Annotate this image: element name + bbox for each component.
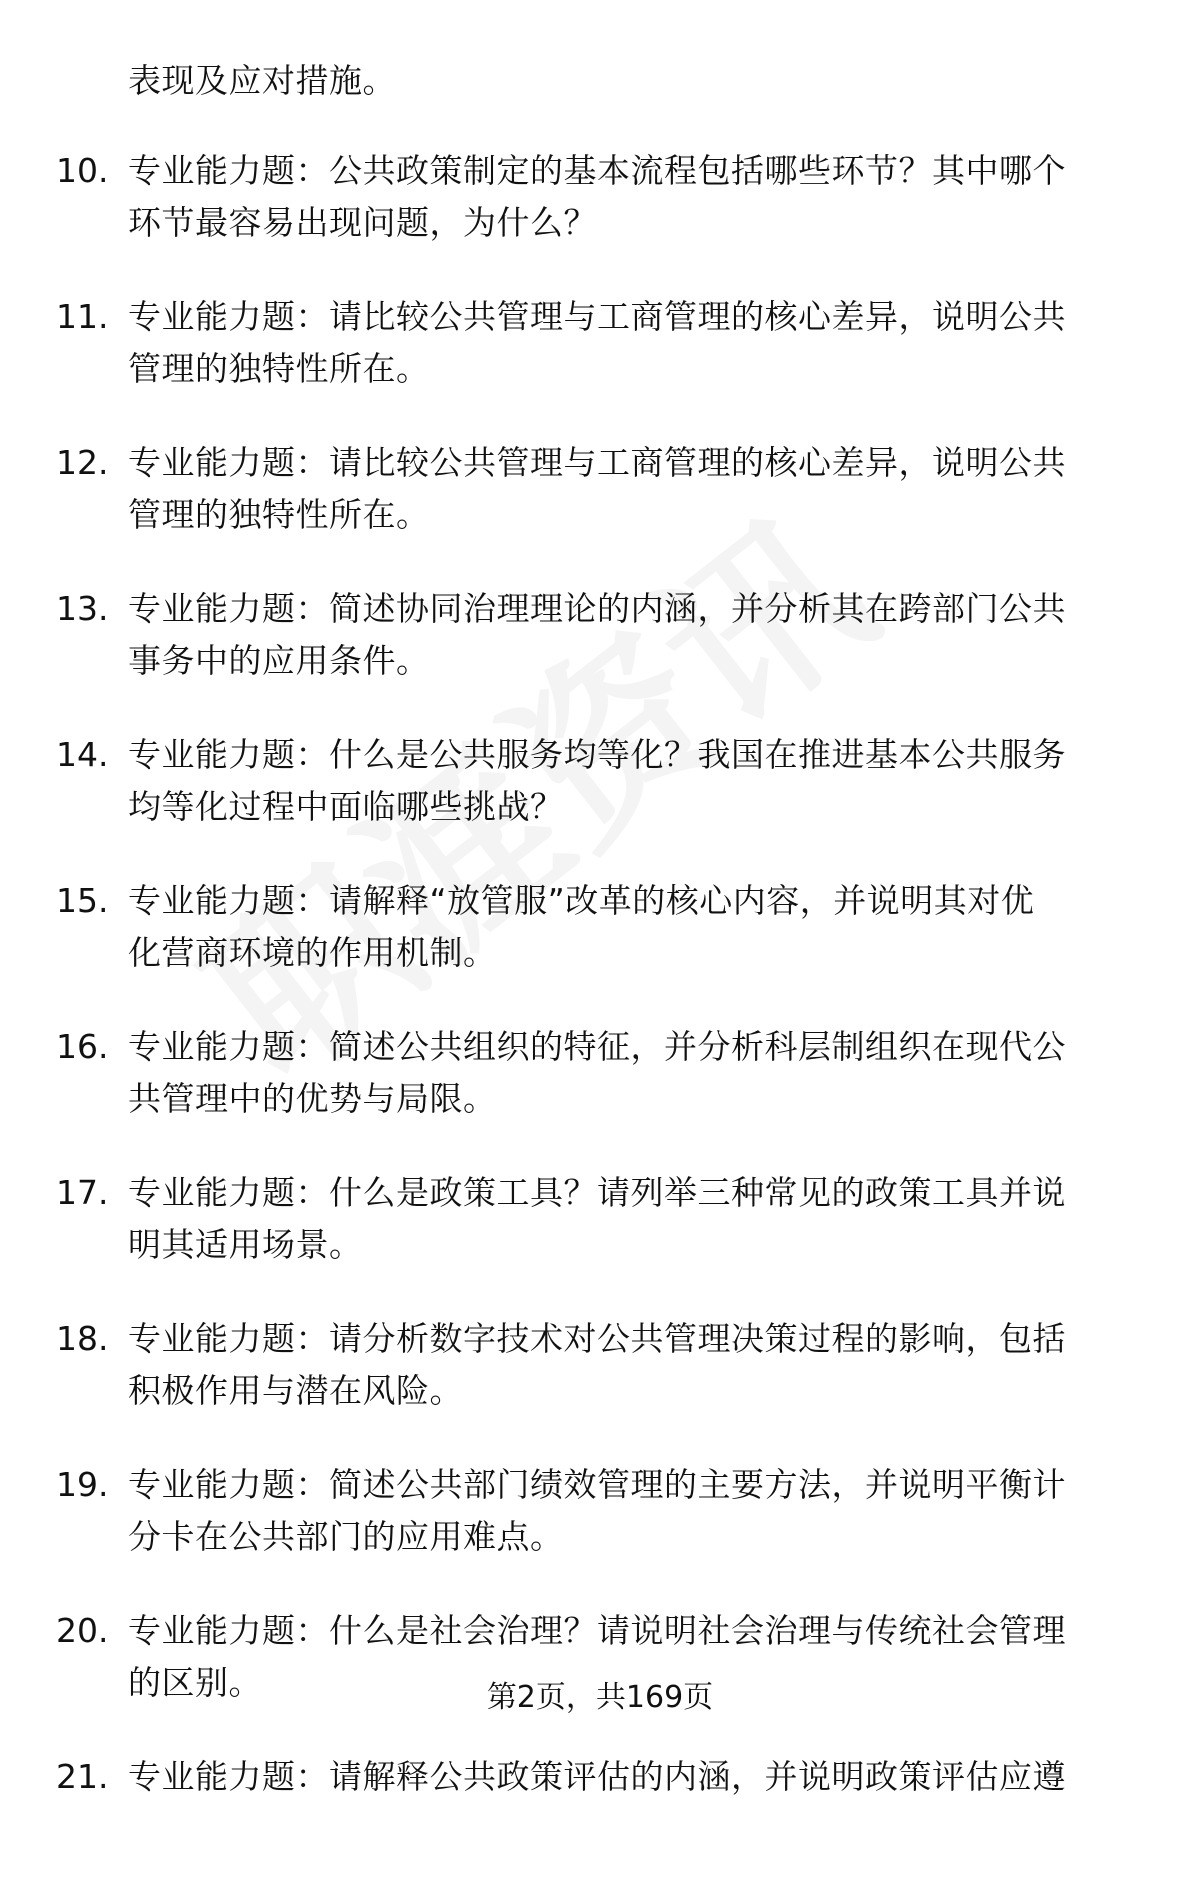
question-text-line: 化营商环境的作用机制。 [128,933,497,972]
question-text-line: 专业能力题：请解释“放管服”改革的核心内容，并说明其对优 [128,881,1035,920]
question-text-line: 明其适用场景。 [128,1225,363,1264]
question-text-line: 专业能力题：什么是社会治理？请说明社会治理与传统社会管理 [128,1611,1066,1650]
question-text-line: 专业能力题：请比较公共管理与工商管理的核心差异，说明公共 [128,443,1066,482]
question-text-line: 的区别。 [128,1663,262,1702]
question-list [0,146,1200,1898]
question-item [0,292,1200,438]
question-item [0,730,1200,876]
question-text-line: 均等化过程中面临哪些挑战？ [128,787,564,826]
question-item [0,1314,1200,1460]
question-text-line: 专业能力题：什么是政策工具？请列举三种常见的政策工具并说 [128,1173,1066,1212]
question-number: 10. [56,151,109,190]
question-text-line: 专业能力题：什么是公共服务均等化？我国在推进基本公共服务 [128,735,1066,774]
question-text-line: 专业能力题：请分析数字技术对公共管理决策过程的影响，包括 [128,1319,1066,1358]
question-number: 17. [56,1173,109,1212]
question-number: 15. [56,881,109,920]
question-number: 19. [56,1465,109,1504]
question-text-line: 环节最容易出现问题，为什么？ [128,203,597,242]
page-number-footer: 第2页，共169页 [486,1680,714,1715]
question-number: 13. [56,589,109,628]
question-text-line: 事务中的应用条件。 [128,641,430,680]
question-number: 11. [56,297,109,336]
question-number: 16. [56,1027,109,1066]
question-number: 20. [56,1611,109,1650]
question-text-line: 分卡在公共部门的应用难点。 [128,1517,564,1556]
question-number: 14. [56,735,109,774]
question-number: 12. [56,443,109,482]
question-text-line: 管理的独特性所在。 [128,495,430,534]
question-text-line: 专业能力题：请解释公共政策评估的内涵，并说明政策评估应遵 [128,1757,1066,1796]
question-text-line: 管理的独特性所在。 [128,349,430,388]
question-text-line: 专业能力题：简述公共组织的特征，并分析科层制组织在现代公 [128,1027,1066,1066]
question-text-line: 专业能力题：请比较公共管理与工商管理的核心差异，说明公共 [128,297,1066,336]
question-item [0,438,1200,584]
question-item [0,1022,1200,1168]
question-item [0,584,1200,730]
question-text-line: 共管理中的优势与局限。 [128,1079,497,1118]
question-item [0,1168,1200,1314]
question-text-line: 专业能力题：简述协同治理理论的内涵，并分析其在跨部门公共 [128,589,1066,628]
question-item [0,876,1200,1022]
question-item [0,146,1200,292]
question-item [0,1752,1200,1898]
question-text-line: 积极作用与潜在风险。 [128,1371,463,1410]
question-text-line: 专业能力题：公共政策制定的基本流程包括哪些环节？其中哪个 [128,151,1066,190]
question-item [0,1460,1200,1606]
question-text-line: 专业能力题：简述公共部门绩效管理的主要方法，并说明平衡计 [128,1465,1066,1504]
continuation-text: 表现及应对措施。 [128,61,396,100]
question-number: 21. [56,1757,109,1796]
question-number: 18. [56,1319,109,1358]
